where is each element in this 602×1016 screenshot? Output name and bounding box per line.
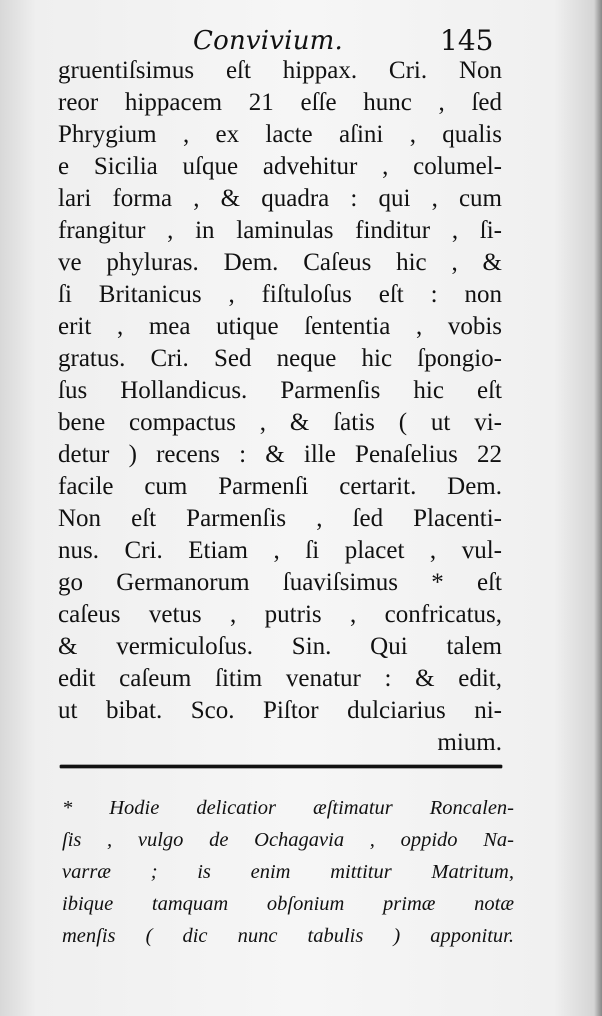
main-text <box>58 55 502 759</box>
text-line: nus. Cri. Etiam , ſi placet , vul- <box>58 537 502 564</box>
text-line: edit caſeum ſitim venatur : & edit, <box>58 665 502 692</box>
text-line: lari forma , & quadra : qui , cum <box>58 185 502 212</box>
page-edge-shadow <box>594 0 602 1016</box>
text-line: ſus Hollandicus. Parmenſis hic eſt <box>58 377 502 404</box>
text-line: e Sicilia uſque advehitur , columel- <box>58 153 502 180</box>
footnote-line: varræ ; is enim mittitur Matritum, <box>62 861 514 883</box>
text-line: mium. <box>437 729 502 756</box>
text-line: Non eſt Parmenſis , ſed Placenti- <box>58 505 502 532</box>
footnote-line: menſis ( dic nunc tabulis ) apponitur. <box>62 925 514 947</box>
text-line: gruentiſsimus eſt hippax. Cri. Non <box>58 57 502 84</box>
text-line: ſi Britanicus , fiſtuloſus eſt : non <box>58 281 502 308</box>
footnote-line: ibique tamquam obſonium primæ notæ <box>62 893 514 915</box>
text-line: facile cum Parmenſi certarit. Dem. <box>58 473 502 500</box>
text-line: Phrygium , ex lacte aſini , qualis <box>58 121 502 148</box>
text-line: detur ) recens : & ille Penaſelius 22 <box>58 441 502 468</box>
text-line: ut bibat. Sco. Piſtor dulciarius ni- <box>58 697 502 724</box>
running-title: Convivium. <box>193 26 343 56</box>
text-line: bene compactus , & ſatis ( ut vi- <box>58 409 502 436</box>
footnote <box>62 792 514 952</box>
text-line: gratus. Cri. Sed neque hic ſpongio- <box>58 345 502 372</box>
text-line: frangitur , in laminulas finditur , ſi- <box>58 217 502 244</box>
text-line: ve phyluras. Dem. Caſeus hic , & <box>58 249 502 276</box>
footnote-line: ſis , vulgo de Ochagavia , oppido Na- <box>62 829 514 851</box>
footnote-rule <box>60 765 502 768</box>
text-line: go Germanorum ſuaviſsimus * eſt <box>58 569 502 596</box>
page-header <box>0 18 602 58</box>
footnote-line: * Hodie delicatior æſtimatur Roncalen- <box>62 797 514 819</box>
text-line: reor hippacem 21 eſſe hunc , ſed <box>58 89 502 116</box>
text-line: caſeus vetus , putris , confricatus, <box>58 601 502 628</box>
text-line: & vermiculoſus. Sin. Qui talem <box>58 633 502 660</box>
page-number: 145 <box>440 24 494 57</box>
text-line: erit , mea utique ſententia , vobis <box>58 313 502 340</box>
